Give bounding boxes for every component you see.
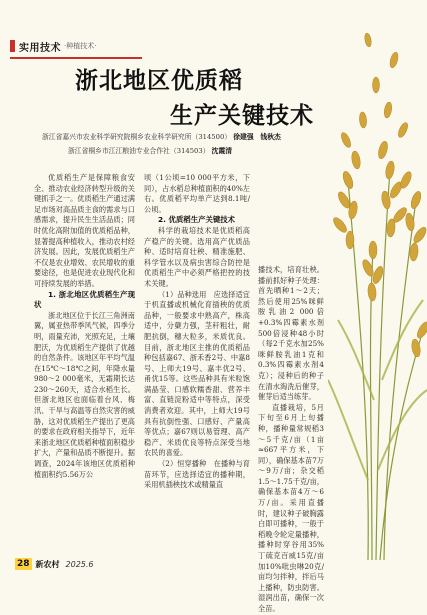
- author-names-1: 徐建强 钱秋杰: [233, 133, 281, 141]
- article-title-line1: 浙北地区优质稻: [75, 68, 243, 94]
- paragraph: （1）品种选用 应选择适宜于机直播或机械化育插秧的优质品种，一般要求中熟高产，株高适中，分蘖力强，茎秆粗壮，耐肥抗倒，穗大粒多，米质优良。目前，浙北地区主推的优质稻品种包括嘉67、浙禾香2号、中嘉8号、上师大19号、嘉丰优2号、甬优15等。这些品种具有米粒饱满晶莹、口感软糯香甜、营养丰富、直链淀粉适中等特点，深受消费者欢迎。其中，上师大19号具有抗倒性强、口感好、产量高等优点；嘉67则以易管理、高产稳产、米质优良等特点深受当地农民的喜爱。: [144, 289, 250, 458]
- page-footer: [15, 558, 94, 570]
- paragraph: 顷（1公顷=10 000平方米，下同），占水稻总种植面积的40%左右。优质稻平均单产达到8.1吨/公顷。: [144, 173, 250, 214]
- issue-number: 2025.6: [65, 559, 94, 569]
- paragraph: 科学的栽培技术是优质稻高产稳产的关键。选用高产优质品种、适时培育壮秧、精准施肥、科学管水以及病虫害综合防控是优质稻生产中必须严格把控的技术关键。: [144, 225, 250, 288]
- section-heading: 2. 优质稻生产关键技术: [158, 215, 236, 225]
- text-column-3: [258, 265, 324, 615]
- column-name: 实用技术: [19, 42, 61, 54]
- affiliation-1: 浙江省嘉兴市农业科学研究院桐乡农业科学研究所（314500）: [42, 133, 232, 141]
- author-line-2: [68, 145, 232, 155]
- affiliation-2: 浙江省桐乡市江江粮油专业合作社（314503）: [68, 147, 210, 155]
- text-column-2: [144, 173, 250, 491]
- author-names-2: 沈霞清: [211, 147, 233, 155]
- text-column-1: [34, 173, 135, 480]
- rice-plant-illustration: [328, 0, 427, 560]
- paragraph: 直播栽培，5月下旬至6月上旬播种，播种量常规稻3～5千克/亩（1亩≈667平方米，下同），确保基本苗7万～9万/亩；杂交稻1.5～1.75千克/亩，确保基本苗4万～6万/亩。采用直播时，建议种子破胸露白即可播种，一般于稻晚令轮定量播种，播种时穿谷用35%丁硫克百威15克/亩加10%吡虫啉20克/亩均匀拌种，拌后马上播种，防虫防害。湿润出苗，确保一次全苗。: [258, 402, 324, 613]
- section-heading: 1. 浙北地区优质稻生产现状: [34, 289, 135, 310]
- header-accent-bar: [10, 40, 15, 52]
- paragraph: 优质稻生产是保障粮食安全、推动农业经济转型升级的关键抓手之一。优质稻生产通过满足市场对高品质主食的需求与口感需求，提升民生生活品质；同时优化高附加值的优质稻品种，显著提高种植收入，推动农村经济发展。因此，发展优质稻生产不仅是农业增效、农民增收的重要途径，也是促进农业现代化和可持续发展的举措。: [34, 173, 135, 288]
- column-header: [10, 38, 96, 54]
- magazine-name: 新农村: [35, 559, 60, 569]
- header-rule: [10, 57, 142, 59]
- paragraph: 浙北地区位于长江三角洲南翼，属亚热带季风气候，四季分明，雨量充沛，光照充足，土壤肥沃，为优质稻生产提供了优越的自然条件。该地区年平均气温在15℃～18℃之间，年降水量980～2 000毫米，无霜期长达230～260天，适合水稻生长。但浙北地区也面临着台风、梅汛、干旱与高温等自然灾害的威胁，这对优质稻生产提出了更高的要求在政府相关指导下，近年来浙北地区优质稻种植面积稳步扩大，产量和品质不断提升。据调查，2024年该地区优质稻种植面积约5.56万公: [34, 310, 135, 479]
- subcolumn-name: ·种植技术·: [64, 42, 97, 50]
- author-line-1: [42, 131, 281, 141]
- paragraph: （2）恒穿播种 在播种与育苗环节，应选择适宜的播种期，采用机插秧技术或精量直: [144, 459, 250, 490]
- paragraph: 播技术，培育壮秧。播前抓好种子处理：首先晒种1～2天；然后使用25%咪鲜胺乳油2 000倍+0.3%四霉素水剂500倍浸种48小时（每2千克水加25%咪鲜胺乳油1克和0.3%四霉素水剂4克）；浸种后的种子在清水淘洗后催芽，催芽后适当练芽。: [258, 265, 324, 402]
- article-title-line2: 生产关键技术: [170, 103, 314, 129]
- page-number: 28: [17, 559, 30, 569]
